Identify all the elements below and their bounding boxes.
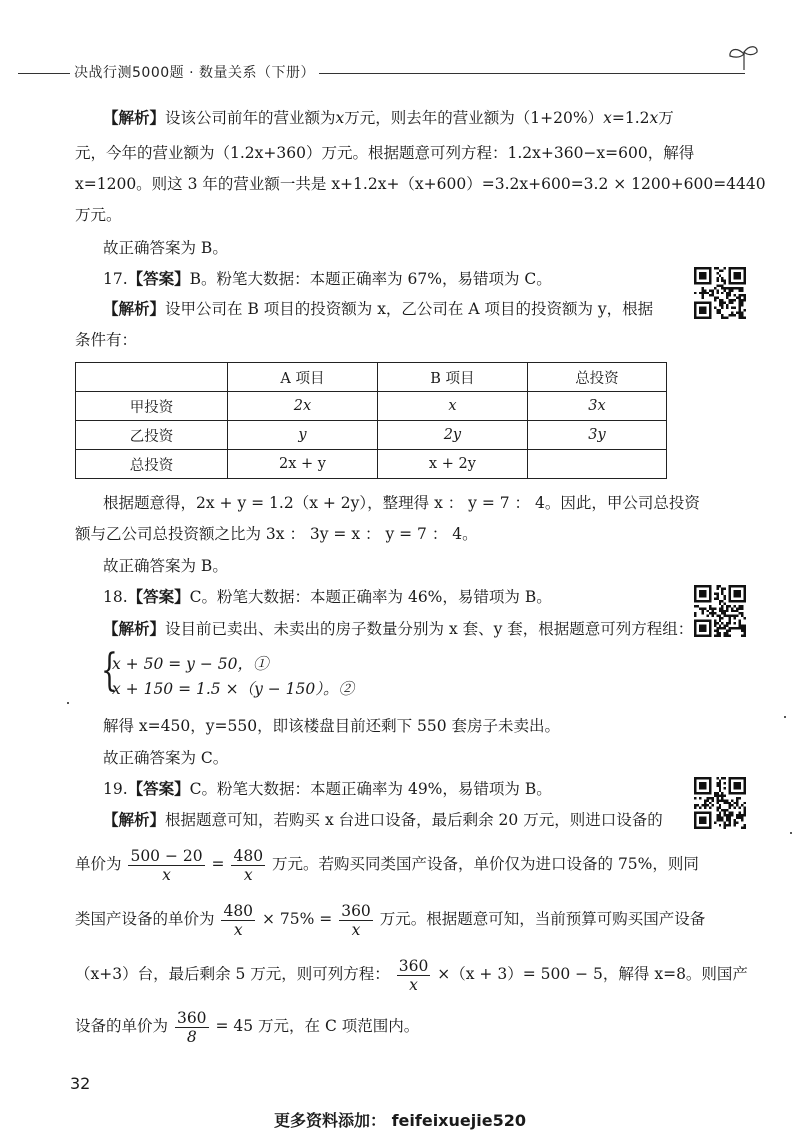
q19-analysis-line-5: 设备的单价为 $\frac{360}{8}$ = 45 万元，在 C 项范围内。	[75, 1008, 420, 1046]
fraction: $\frac{480}{x}$	[233, 846, 264, 884]
q16-analysis-line-2: 元，今年的营业额为（1.2x+360）万元。根据题意可列方程：1.2x+360−x=600，解得	[75, 144, 695, 162]
qr-code-icon[interactable]	[694, 585, 746, 637]
table-row	[76, 392, 667, 421]
q18-equation-2: x + 150 = 1.5 ×（y − 150）。②	[112, 680, 355, 698]
fraction: $\frac{360}{8}$	[176, 1008, 207, 1046]
table-header-cell: 总投资	[527, 363, 666, 392]
q18-conclusion: 故正确答案为 C。	[103, 749, 229, 767]
table-cell: 3y	[527, 421, 666, 450]
qr-code-icon[interactable]	[694, 777, 746, 829]
book-title: 决战行测5000题 · 数量关系（下册）	[70, 62, 319, 82]
fraction: $\frac{500 - 20}{x}$	[130, 846, 203, 884]
table-cell: 甲投资	[76, 392, 228, 421]
q16-analysis-line-3: x=1200。则这 3 年的营业额一共是 x+1.2x+（x+600）=3.2x+600=3.2 × 1200+600=4440	[75, 175, 766, 193]
q19-analysis-line-1: 【解析】根据题意可知，若购买 x 台进口设备，最后剩余 20 万元，则进口设备的	[103, 810, 663, 829]
q19-analysis-line-3: 类国产设备的单价为 $\frac{480}{x}$ × 75% = $\frac{360}{x}$ 万元。根据题意可知，当前预算可购买国产设备	[75, 901, 706, 939]
q17-after-line-2: 额与乙公司总投资额之比为 3x ： 3y = x ： y = 7 ： 4。	[75, 525, 478, 543]
q16-conclusion: 故正确答案为 B。	[103, 239, 228, 257]
table-row	[76, 450, 667, 479]
scan-speck	[790, 832, 792, 834]
table-cell: 乙投资	[76, 421, 228, 450]
table-row	[76, 421, 667, 450]
table-header-cell: B 项目	[377, 363, 527, 392]
q17-after-line-1: 根据题意得，2x + y = 1.2（x + 2y），整理得 x ： y = 7 ： 4。因此，甲公司总投资	[103, 494, 700, 512]
q18-solution: 解得 x=450，y=550，即该楼盘目前还剩下 550 套房子未卖出。	[103, 717, 561, 735]
table-cell: x	[377, 392, 527, 421]
header-rule-right	[305, 73, 745, 74]
table-cell	[527, 450, 666, 479]
q17-analysis-line-1: 【解析】设甲公司在 B 项目的投资额为 x，乙公司在 A 项目的投资额为 y，根据	[103, 299, 654, 318]
q16-analysis-line-4: 万元。	[75, 206, 122, 224]
page-number: 32	[70, 1074, 91, 1093]
table-cell: 总投资	[76, 450, 228, 479]
q18-analysis-line-1: 【解析】设目前已卖出、未卖出的房子数量分别为 x 套、y 套，根据题意可列方程组：	[103, 619, 694, 638]
q19-analysis-line-2: 单价为 $\frac{500 - 20}{x}$ = $\frac{480}{x}$ 万元。若购买同类国产设备，单价仅为进口设备的 75%，则同	[75, 846, 699, 884]
q17-answer: 17.【答案】B。粉笔大数据：本题正确率为 67%，易错项为 C。	[103, 269, 552, 288]
table-header-cell: A 项目	[228, 363, 378, 392]
table-cell: 3x	[527, 392, 666, 421]
sprout-icon	[726, 42, 762, 72]
investment-table	[75, 362, 667, 479]
q18-equation-1: x + 50 = y − 50，①	[112, 655, 269, 673]
q17-analysis-line-2: 条件有：	[75, 331, 138, 349]
header-rule-left	[18, 73, 70, 74]
table-cell: 2x	[228, 392, 378, 421]
q18-answer: 18.【答案】C。粉笔大数据：本题正确率为 46%，易错项为 B。	[103, 587, 552, 606]
table-header-cell	[76, 363, 228, 392]
qr-code-icon[interactable]	[694, 267, 746, 319]
table-cell: 2x + y	[228, 450, 378, 479]
equation-brace: {	[101, 645, 118, 696]
q19-answer: 19.【答案】C。粉笔大数据：本题正确率为 49%，易错项为 B。	[103, 779, 552, 798]
q19-analysis-line-4: （x+3）台，最后剩余 5 万元，则可列方程： $\frac{360}{x}$ ×（x + 3）= 500 − 5，解得 x=8。则国产	[75, 956, 748, 994]
fraction: $\frac{360}{x}$	[398, 956, 429, 994]
table-cell: 2y	[377, 421, 527, 450]
q16-analysis-line-1: 【解析】设该公司前年的营业额为x万元，则去年的营业额为（1+20%）x=1.2x万	[103, 108, 674, 127]
scan-speck	[67, 702, 69, 704]
table-cell: y	[228, 421, 378, 450]
footer-note: 更多资料添加： feifeixuejie520	[274, 1111, 526, 1130]
fraction: $\frac{360}{x}$	[341, 901, 371, 939]
q17-conclusion: 故正确答案为 B。	[103, 557, 228, 575]
scan-speck	[784, 716, 786, 718]
table-row	[76, 363, 667, 392]
fraction: $\frac{480}{x}$	[223, 901, 254, 939]
table-cell: x + 2y	[377, 450, 527, 479]
